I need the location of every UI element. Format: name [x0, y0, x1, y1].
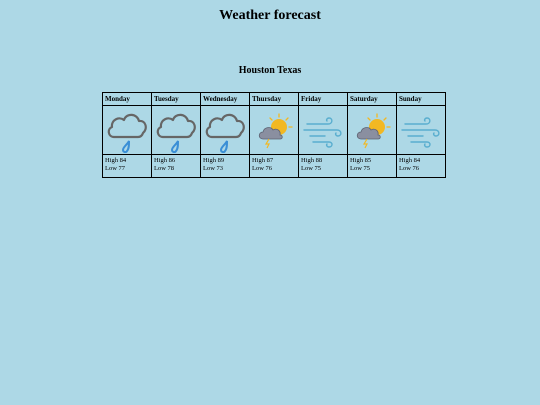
day-header-monday: Monday [103, 93, 152, 106]
day-header-sunday: Sunday [397, 93, 446, 106]
high-temp: High 84 [105, 157, 127, 164]
temp-cell-friday [299, 155, 348, 178]
wind-icon [397, 107, 445, 153]
temp-cell-thursday [250, 155, 299, 178]
day-header-wednesday: Wednesday [201, 93, 250, 106]
icon-cell-friday [299, 106, 348, 155]
day-header-saturday: Saturday [348, 93, 397, 106]
high-temp: High 88 [301, 157, 323, 164]
forecast-table [102, 92, 446, 178]
low-temp: Low 77 [105, 165, 126, 172]
temp-cell-monday [103, 155, 152, 178]
day-header-tuesday: Tuesday [152, 93, 201, 106]
icon-row [103, 106, 446, 155]
page-title: Weather forecast [219, 8, 321, 23]
temp-cell-wednesday [201, 155, 250, 178]
icon-cell-thursday [250, 106, 299, 155]
low-temp: Low 78 [154, 165, 175, 172]
icon-cell-saturday [348, 106, 397, 155]
temp-cell-sunday [397, 155, 446, 178]
icon-cell-tuesday [152, 106, 201, 155]
city-title: Houston Texas [238, 65, 302, 76]
rain-cloud-icon [201, 107, 249, 153]
icon-cell-sunday [397, 106, 446, 155]
high-temp: High 85 [350, 157, 372, 164]
high-temp: High 89 [203, 157, 225, 164]
rain-cloud-icon [103, 107, 151, 153]
temp-cell-tuesday [152, 155, 201, 178]
wind-icon [299, 107, 347, 153]
high-temp: High 87 [252, 157, 274, 164]
rain-cloud-icon [152, 107, 200, 153]
low-temp: Low 73 [203, 165, 224, 172]
day-row [103, 93, 446, 106]
low-temp: Low 76 [399, 165, 420, 172]
low-temp: Low 76 [252, 165, 273, 172]
low-temp: Low 75 [301, 165, 322, 172]
temp-cell-saturday [348, 155, 397, 178]
icon-cell-monday [103, 106, 152, 155]
sun-storm-icon [250, 107, 298, 153]
high-temp: High 84 [399, 157, 421, 164]
day-header-thursday: Thursday [250, 93, 299, 106]
high-temp: High 86 [154, 157, 176, 164]
low-temp: Low 75 [350, 165, 371, 172]
day-header-friday: Friday [299, 93, 348, 106]
sun-storm-icon [348, 107, 396, 153]
icon-cell-wednesday [201, 106, 250, 155]
temperature-row [103, 155, 446, 178]
